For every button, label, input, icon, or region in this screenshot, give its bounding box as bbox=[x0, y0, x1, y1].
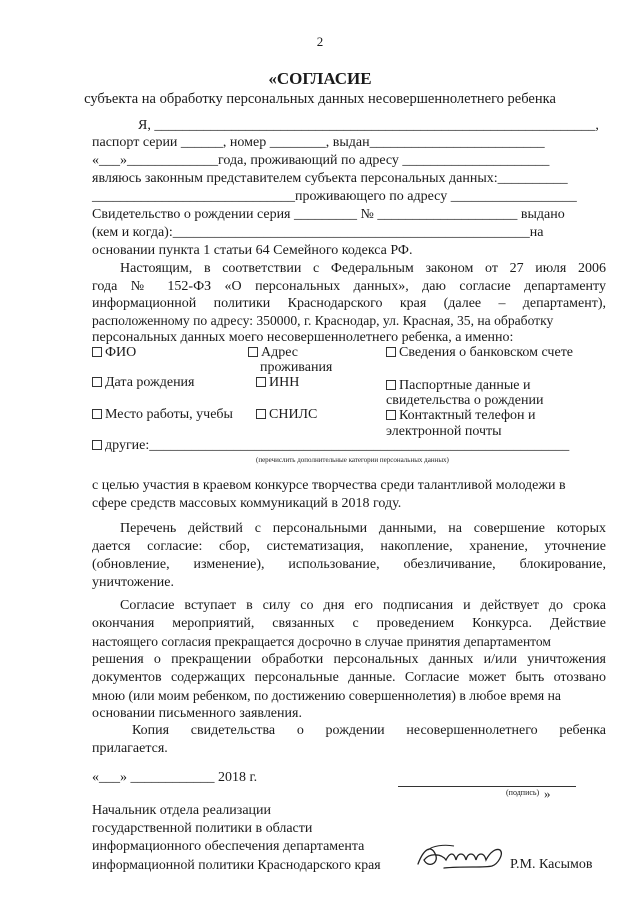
option-phone bbox=[386, 408, 536, 424]
form-line-date-address: «___»_____________года, проживающий по адресу _____________________ bbox=[92, 153, 550, 168]
checkbox-icon bbox=[256, 409, 266, 419]
signer-title-line: государственной политики в области bbox=[92, 821, 313, 836]
option-label: Паспортные данные и bbox=[399, 378, 531, 393]
para3-line: дается согласие: сбор, систематизация, накопление, хранение, уточнение bbox=[92, 539, 606, 554]
form-line-birth-certificate: Свидетельство о рождении серия _________ № ____________________ выдано bbox=[92, 207, 565, 222]
option-other bbox=[92, 438, 569, 454]
para3-line: уничтожение. bbox=[92, 575, 175, 590]
option-label: ФИО bbox=[105, 345, 137, 360]
option-work bbox=[92, 407, 233, 423]
option-label: Адрес bbox=[261, 345, 299, 360]
para4-line: документов содержащих персональные данные. Согласие может быть отозвано bbox=[92, 670, 606, 685]
option-label: другие:____________________________________________________________ bbox=[105, 438, 570, 453]
checkbox-icon bbox=[248, 347, 258, 357]
para4-line: решения о прекращении обработки персональных данных и/или уничтожения bbox=[92, 652, 606, 667]
option-label: ИНН bbox=[269, 375, 300, 390]
form-line-subject-address: _____________________________проживающего по адресу __________________ bbox=[92, 189, 577, 204]
document-title: «СОГЛАСИЕ bbox=[268, 69, 372, 88]
para3-line: (обновление, изменение), использование, обезличивание, блокирование, bbox=[92, 557, 606, 572]
signature-close-quote: » bbox=[544, 786, 551, 801]
option-address-line2: проживания bbox=[260, 360, 333, 375]
para5-line: прилагается. bbox=[92, 741, 168, 756]
para1-line: Настоящим, в соответствии с Федеральным законом от 27 июля 2006 bbox=[120, 261, 606, 276]
form-line-passport: паспорт серии ______, номер ________, выдан_________________________ bbox=[92, 135, 545, 150]
option-snils bbox=[256, 407, 317, 423]
form-line-basis: основании пункта 1 статьи 64 Семейного кодекса РФ. bbox=[92, 243, 413, 258]
document-subtitle: субъекта на обработку персональных данных несовершеннолетнего ребенка bbox=[84, 91, 556, 107]
checkbox-icon bbox=[92, 377, 102, 387]
option-label: СНИЛС bbox=[269, 407, 318, 422]
option-phone-line2: электронной почты bbox=[386, 424, 502, 439]
option-bank bbox=[386, 345, 573, 361]
other-hint: (перечислить дополнительные категории персональных данных) bbox=[256, 456, 449, 464]
option-passport bbox=[386, 378, 531, 394]
checkbox-icon bbox=[92, 347, 102, 357]
checkbox-icon bbox=[92, 440, 102, 450]
form-line-representative: являюсь законным представителем субъекта персональных данных:__________ bbox=[92, 171, 568, 186]
option-address bbox=[248, 345, 298, 361]
signature-hint: (подпись) bbox=[506, 788, 540, 797]
handwritten-signature-icon bbox=[414, 838, 510, 874]
checkbox-icon bbox=[386, 380, 396, 390]
para4-line: Согласие вступает в силу со дня его подписания и действует до срока bbox=[120, 598, 606, 613]
para4-line: мною (или моим ребенком, по достижению совершеннолетия) в любое время на bbox=[92, 688, 561, 703]
para4-line: настоящего согласия прекращается досрочно в случае принятия департаментом bbox=[92, 634, 551, 649]
para2-line: сфере средств массовых коммуникаций в 2018 году. bbox=[92, 496, 402, 511]
para1-line: года № 152-ФЗ «О персональных данных», даю согласие департаменту bbox=[92, 279, 606, 294]
para5-line: Копия свидетельства о рождении несовершеннолетнего ребенка bbox=[132, 723, 606, 738]
option-label: Место работы, учебы bbox=[105, 407, 233, 422]
checkbox-icon bbox=[386, 347, 396, 357]
option-passport-line2: свидетельства о рождении bbox=[386, 393, 544, 408]
date-line: «___» ____________ 2018 г. bbox=[92, 770, 258, 785]
checkbox-icon bbox=[92, 409, 102, 419]
page-number: 2 bbox=[316, 34, 324, 49]
checkbox-icon bbox=[386, 410, 396, 420]
signer-title-line: информационной политики Краснодарского края bbox=[92, 857, 381, 872]
option-inn bbox=[256, 375, 299, 391]
option-label: Дата рождения bbox=[105, 375, 195, 390]
option-birthdate bbox=[92, 375, 195, 391]
para1-line: персональных данных моего несовершеннолетнего ребенка, а именно: bbox=[92, 330, 514, 345]
para1-line: информационной политики Краснодарского края (далее – департамент), bbox=[92, 296, 606, 311]
para4-line: основании письменного заявления. bbox=[92, 706, 302, 721]
para2-line: с целью участия в краевом конкурсе творчества среди талантливой молодежи в bbox=[92, 478, 566, 493]
signer-title-line: информационного обеспечения департамента bbox=[92, 839, 365, 854]
option-fio bbox=[92, 345, 136, 361]
option-label: Сведения о банковском счете bbox=[399, 345, 574, 360]
signer-name: Р.М. Касымов bbox=[510, 857, 593, 872]
checkbox-icon bbox=[256, 377, 266, 387]
signer-title-line: Начальник отдела реализации bbox=[92, 803, 272, 818]
para3-line: Перечень действий с персональными данными, на совершение которых bbox=[120, 521, 606, 536]
para1-line: расположенному по адресу: 350000, г. Краснодар, ул. Красная, 35, на обработку bbox=[92, 313, 554, 328]
form-line-name: Я, _______________________________________________________________, bbox=[138, 118, 599, 133]
form-line-issued-by: (кем и когда):___________________________________________________на bbox=[92, 225, 544, 240]
para4-line: окончания мероприятий, связанных с проведением Конкурса. Действие bbox=[92, 616, 606, 631]
option-label: Контактный телефон и bbox=[399, 408, 536, 423]
